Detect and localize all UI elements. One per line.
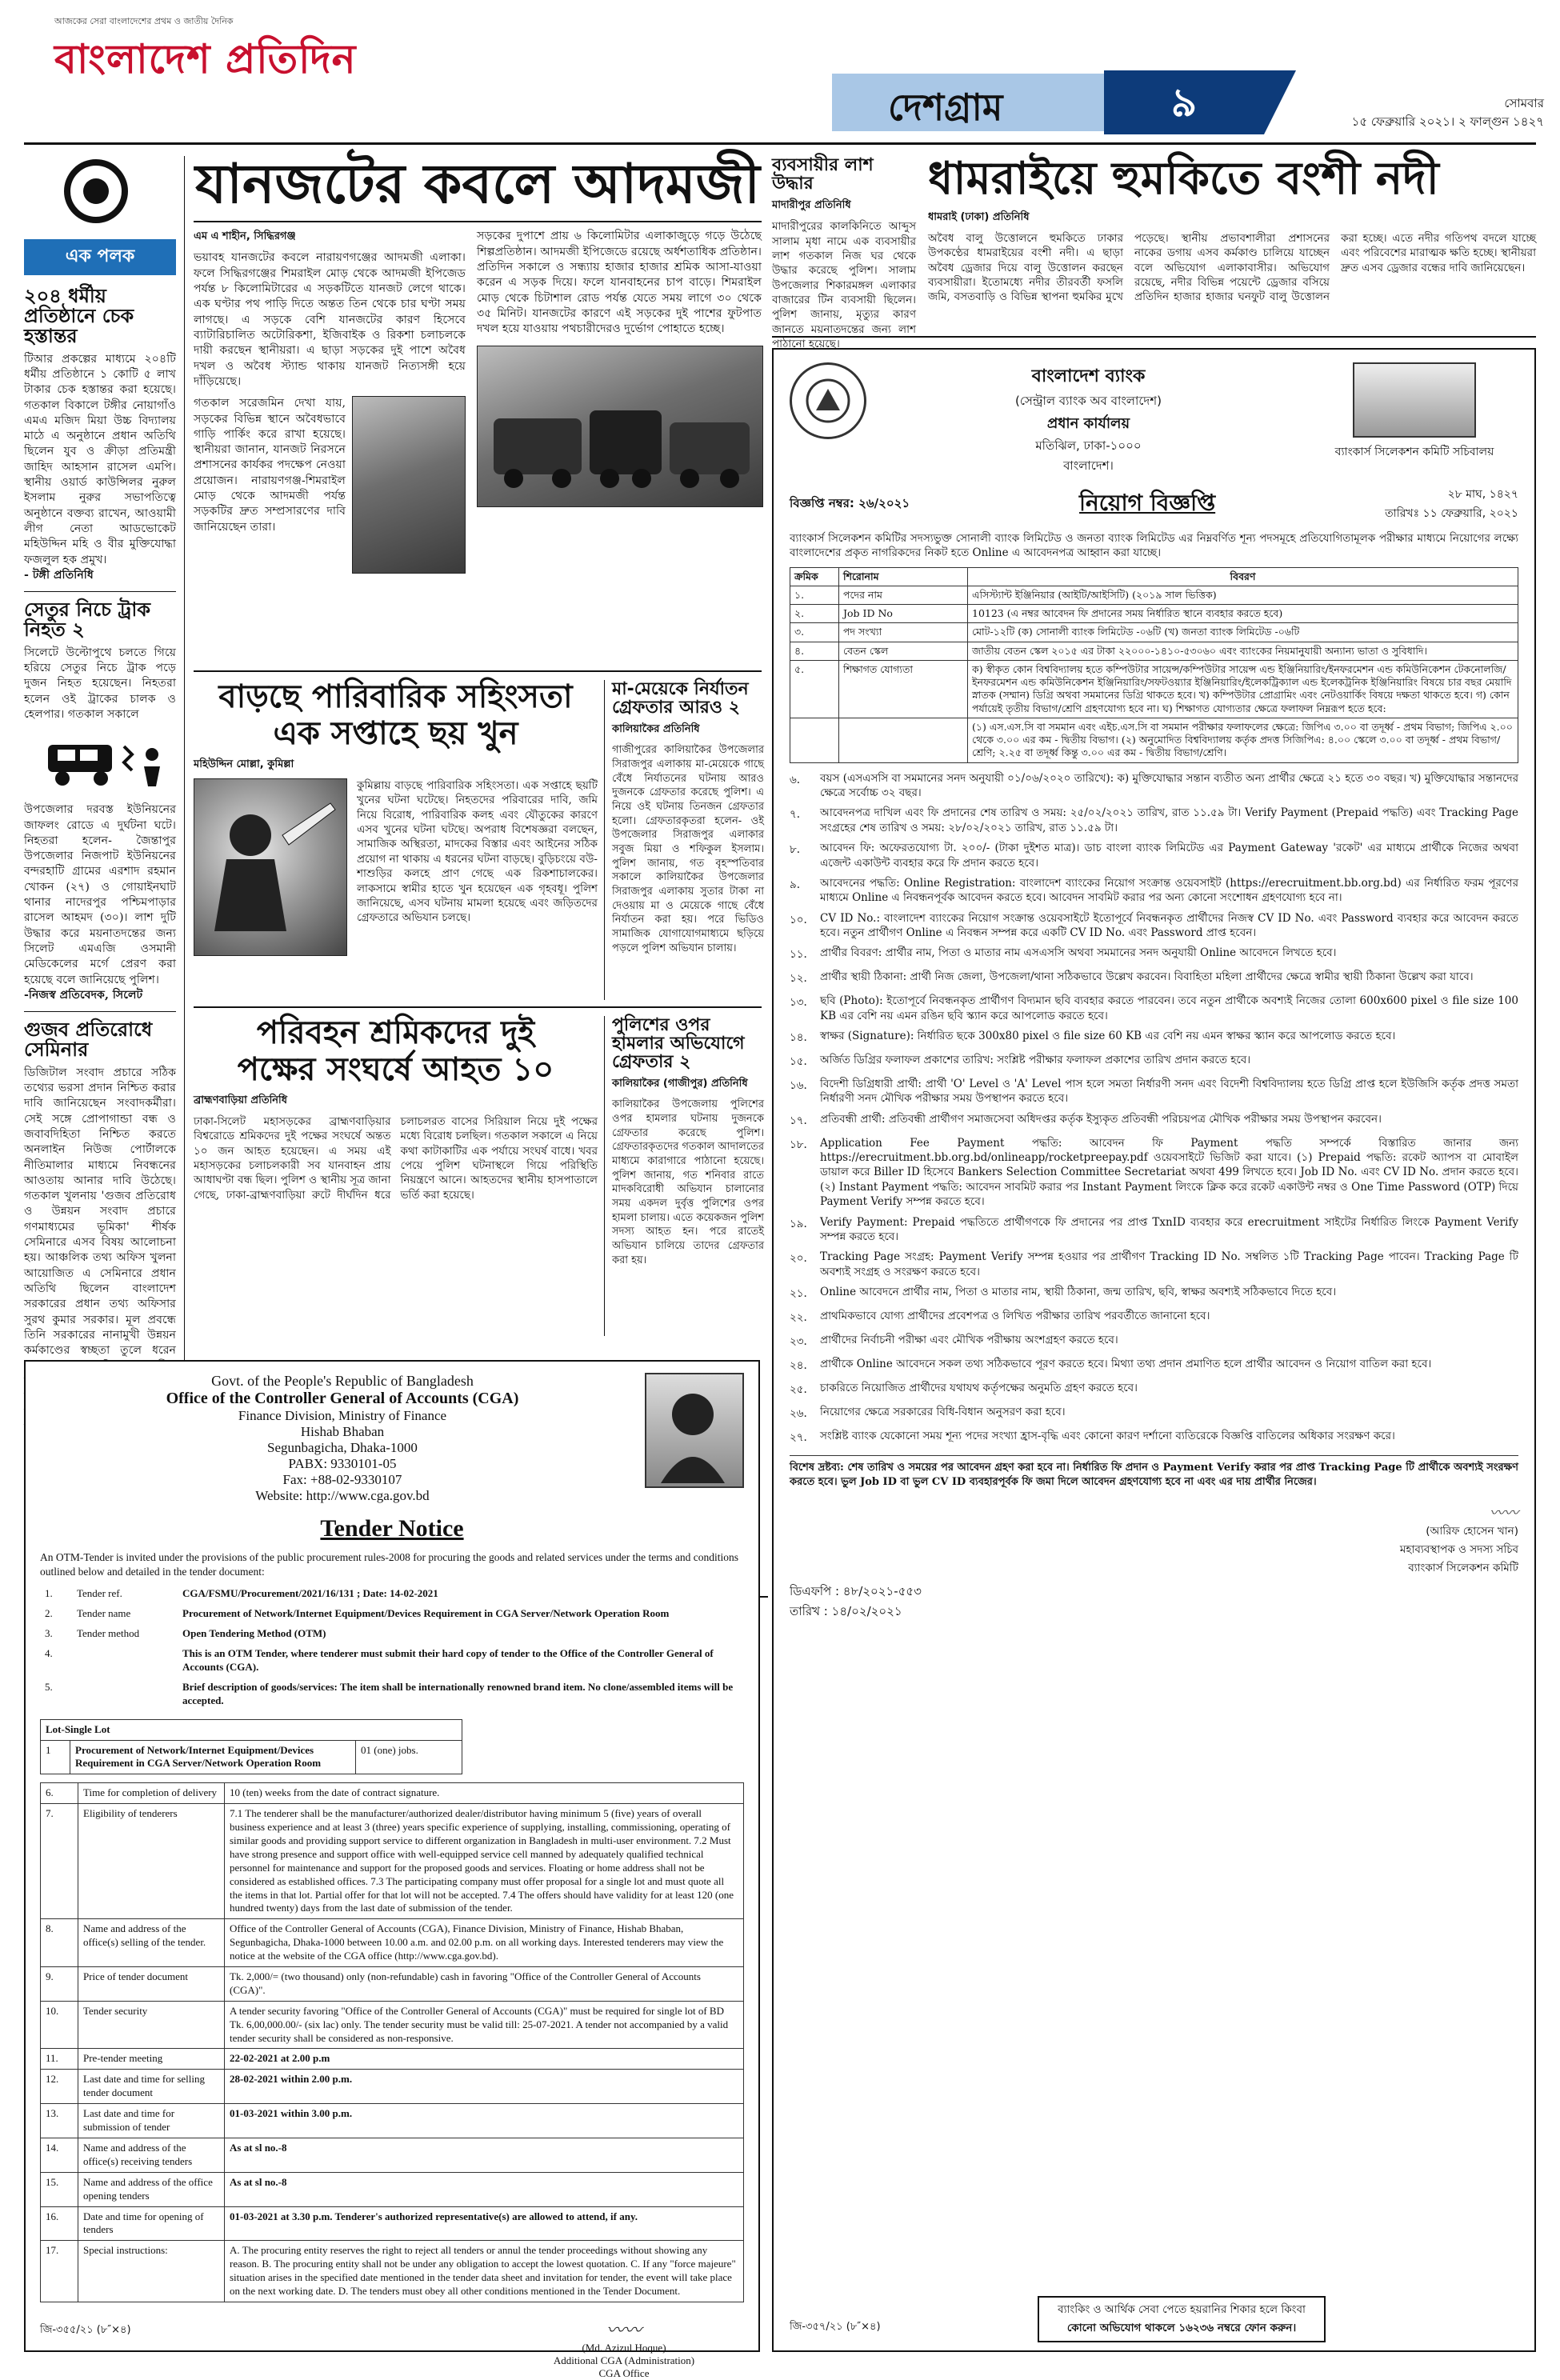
trader-byline: মাদারীপুর প্রতিনিধি xyxy=(772,199,851,212)
bank-row-no: ৫. xyxy=(790,660,839,718)
meta-no: 1. xyxy=(45,1587,53,1600)
lead-body-3: গতকাল সরেজমিন দেখা যায়, সড়কের বিভিন্ন স্থানে অবৈধভাবে গাড়ি পার্কিং করে রাখা হয়েছে। স্থানীয়রা জানান, যানজট নিরসনে প্রশাসনের কার্যকর পদক্ষেপ নেওয়া প্রয়োজন। নারায়ণগঞ্জ-শিমরাইল মোড় থেকে আদমজী পর্যন্ত সড়কটির দ্রুত সম্প্রসারণের দাবি জানিয়েছেন তারা। xyxy=(194,397,346,534)
bank-row-value: এসিস্ট্যান্ট ইঞ্জিনিয়ার (আইটি/আইসিটি) (২০১৯ সাল ভিত্তিক) xyxy=(968,586,1518,604)
instruction-no: ১৩. xyxy=(790,996,807,1010)
instruction-no: ১৯. xyxy=(790,1217,807,1230)
bank-table-row xyxy=(790,660,1518,718)
col-desc: বিবরণ xyxy=(968,567,1518,586)
instruction-no: ১৬. xyxy=(790,1079,807,1093)
bank-instruction-item xyxy=(790,1333,1518,1351)
clash-body: ঢাকা-সিলেট মহাসড়কের ব্রাহ্মণবাড়িয়ার বিশ্বরোডে শ্রমিকদের দুই পক্ষের সংঘর্ষে অন্তত ১০ জন আহত হয়েছেন। এ সময় এই মহাসড়কের চলাচলকারী সব যানবাহন প্রায় আধাঘণ্টা বন্ধ ছিল। পুলিশ ও স্থানীয় সূত্র জানা গেছে, ঢাকা-ব্রাহ্মণবাড়িয়া রুটে দীর্ঘদিন ধরে চলাচলরত বাসের সিরিয়াল নিয়ে দুই পক্ষের মধ্যে বিরোধ চলছিল। গতকাল সকালে এ নিয়ে কথা কাটাকাটির এক পর্যায়ে সংঘর্ষ বাধে। খবর পেয়ে পুলিশ ঘটনাস্থলে গিয়ে পরিস্থিতি নিয়ন্ত্রণে আনে। আহতদের স্থানীয় হাসপাতালে ভর্তি করা হয়েছে। xyxy=(194,1115,598,1202)
bank-notice xyxy=(772,348,1536,2352)
bank-row-value: 10123 (এ নম্বর আবেদন ফি প্রদানের সময় নির্ধারিত স্থানে ব্যবহার করতে হবে) xyxy=(968,605,1518,623)
tender-row xyxy=(41,2049,744,2070)
lot-quantity: 01 (one) jobs. xyxy=(356,1740,462,1774)
tender-row-value: 10 (ten) weeks from the date of contract signature. xyxy=(225,1783,744,1804)
instruction-text: নিয়োগের ক্ষেত্রে সরকারের বিধি-বিধান অনুসরণ করা হবে। xyxy=(820,1405,1066,1418)
issue-date: ১৫ ফেব্রুয়ারি ২০২১। ২ ফাল্গুন ১৪২৭ xyxy=(1351,114,1544,129)
instruction-no: ২১. xyxy=(790,1286,807,1300)
bank-row-label xyxy=(839,718,968,762)
paper-logo xyxy=(54,14,357,96)
mother-daughter-story xyxy=(612,680,764,1000)
bank-signer-title: মহাব্যবস্থাপক ও সদস্য সচিব xyxy=(1399,1543,1518,1557)
instruction-text: সংশ্লিষ্ট ব্যাংক যেকোনো সময় শূন্য পদের সংখ্যা হ্রাস-বৃদ্ধি এবং কোনো কারণ দর্শানো ব্যতিরেকে বিজ্ঞপ্তি বাতিলের অধিকার সংরক্ষণ করে। xyxy=(820,1429,1395,1442)
paper-name: বাংলাদেশ প্রতিদিন xyxy=(54,36,357,82)
tender-row-value: A tender security favoring "Office of the Controller General of Accounts (CGA)" must be required for single lot of BD Tk. 6,00,000.00/- (six lac) only. The tender security must be valid till: 25-07-2021. A tender not accompanied by a valid tender security shall be considered as non-responsive. xyxy=(225,2001,744,2049)
tender-row-value: 01-03-2021 at 3.30 p.m. Tenderer's authorized representative(s) are allowed to attend, if any. xyxy=(225,2206,744,2241)
tender-division: Finance Division, Ministry of Finance xyxy=(238,1408,447,1423)
divider xyxy=(24,591,176,592)
tender-row xyxy=(41,2001,744,2049)
meta-key: Tender name xyxy=(77,1607,131,1620)
tender-row xyxy=(41,2070,744,2104)
bank-title: নিয়োগ বিজ্ঞপ্তি xyxy=(1079,489,1216,516)
instruction-no: ১২. xyxy=(790,972,807,986)
bank-instruction-item xyxy=(790,1029,1518,1047)
bank-instruction-item xyxy=(790,1309,1518,1327)
tender-row-value: 28-02-2021 within 2.00 p.m. xyxy=(225,2070,744,2104)
bank-row-value: (১) এস.এস.সি বা সমমান এবং এইচ.এস.সি বা সমমান পরীক্ষার ফলাফলের ক্ষেত্রে: জিপিএ ৩.০০ বা তদূর্ধ্ব - প্রথম বিভাগ; জিপিএ ২.০০ থেকে ৩.০০ এর কম - দ্বিতীয় বিভাগ। (২) অনুমোদিত বিশ্ববিদ্যালয় কর্তৃক প্রদত্ত সিজিপিএ: ৪.০০ স্কেলে ৩.০০ বা তদূর্ধ্ব - প্রথম বিভাগ/শ্রেণি; ২.২৫ বা তদূর্ধ্ব কিন্তু ৩.০০ এর কম - দ্বিতীয় বিভাগ/শ্রেণি। xyxy=(968,718,1518,762)
brief-byline: -নিজস্ব প্রতিবেদক, সিলেট xyxy=(24,988,143,1002)
bank-dfp: ডিএফপি : ৪৮/২০২১-৫৫৩ xyxy=(790,1584,922,1599)
tender-row-label: Tender security xyxy=(78,2001,225,2049)
instruction-no: ২৫. xyxy=(790,1382,807,1396)
bank-footer-line-1: ব্যাংকিং ও আর্থিক সেবা পেতে হয়রানির শিকার হলে কিংবা xyxy=(1058,2303,1306,2316)
tender-row-label: Last date and time for submission of tender xyxy=(78,2104,225,2138)
bank-office: প্রধান কার্যালয় xyxy=(1046,415,1130,432)
tender-row xyxy=(41,1919,744,1967)
bank-instruction-item xyxy=(790,1250,1518,1279)
bank-row-label: শিক্ষাগত যোগ্যতা xyxy=(839,660,968,718)
eye-icon xyxy=(64,159,128,223)
tender-address: Segunbagicha, Dhaka-1000 xyxy=(267,1440,418,1455)
bank-date-label: তারিখঃ xyxy=(1385,507,1420,520)
column-rule xyxy=(604,1016,605,1336)
tender-row-no: 11. xyxy=(41,2049,78,2070)
instruction-no: ১০. xyxy=(790,913,807,926)
tender-row-label: Pre-tender meeting xyxy=(78,2049,225,2070)
brief-title: সেতুর নিচে ট্রাক নিহত ২ xyxy=(24,598,151,642)
instruction-no: ৬. xyxy=(790,773,801,786)
instruction-no: ৮. xyxy=(790,843,801,857)
meta-value: Open Tendering Method (OTM) xyxy=(182,1627,326,1640)
bank-org-en: (সেন্ট্রাল ব্যাংক অব বাংলাদেশ) xyxy=(1015,394,1162,408)
bank-instruction-item xyxy=(790,1285,1518,1303)
tender-row-no: 16. xyxy=(41,2206,78,2241)
tender-meta-row xyxy=(40,1584,744,1604)
instruction-text: প্রাথমিকভাবে যোগ্য প্রার্থীদের প্রবেশপত্র ও লিখিত পরীক্ষার তারিখ পরবর্তীতে জানানো হবে। xyxy=(820,1309,1210,1322)
weekday: সোমবার xyxy=(1504,96,1544,110)
bank-dfp-date: তারিখ : ১৪/০২/২০২১ xyxy=(790,1604,902,1619)
tender-row-value: Office of the Controller General of Accounts (CGA), Finance Division, Ministry of Finance, Hishab Bhaban, Segunbagicha, Dhaka-1000 between 10.00 a.m. and 02.00 p.m. on all working days. Interested tenderers may view the notice at the website of the CGA office (http://www.cga.gov.bd). xyxy=(225,1919,744,1967)
tender-intro: An OTM-Tender is invited under the provisions of the public procurement rules-2008 for procuring the goods and related services under the terms and conditions outlined below and detailed in the tender document: xyxy=(40,1551,738,1578)
instruction-text: প্রার্থীদের নির্বাচনী পরীক্ষা এবং মৌখিক পরীক্ষায় অংশগ্রহণ করতে হবে। xyxy=(820,1333,1118,1346)
tender-row-label: Eligibility of tenderers xyxy=(78,1804,225,1919)
instruction-no: ১১. xyxy=(790,948,807,962)
lot-no: 1 xyxy=(41,1740,70,1774)
police-attack-byline: কালিয়াকৈর (গাজীপুর) প্রতিনিধি xyxy=(612,1078,748,1090)
traffic-vehicles-icon xyxy=(478,346,762,506)
instruction-text: ছবি (Photo): ইতোপূর্বে নিবন্ধনকৃত প্রার্থীগণ বিদ্যমান ছবি ব্যবহার করতে পারবেন। তবে নতুন প্রার্থীকে অবশ্যই নিজের তোলা 600x600 pixel ও file size 100 KB এর বেশি নয় এমন রঙিন ছবি স্ক্যান করে আপলোড করতে হবে। xyxy=(820,994,1518,1022)
instruction-text: অর্জিত ডিগ্রির ফলাফল প্রকাশের তারিখ: সংশ্লিষ্ট পরীক্ষার ফলাফল প্রকাশের তারিখ প্রদান করতে হবে। xyxy=(820,1054,1251,1067)
signature-scribble: 〰〰 xyxy=(606,2320,642,2341)
violence-body: কুমিল্লায় বাড়ছে পারিবারিক সহিংসতা। এক সপ্তাহে ছয়টি খুনের ঘটনা ঘটেছে। নিহতদের পরিবারের দাবি, জমি নিয়ে বিরোধ, পারিবারিক কলহ এবং যৌতুকের কারণে এসব খুনের ঘটনা ঘটছে। অপরাধ বিশেষজ্ঞরা বলছেন, সামাজিক অস্থিরতা, মাদকের বিস্তার এবং আইনের সঠিক প্রয়োগ না থাকায় এ ধরনের ঘটনা বাড়ছে। বুড়িচংয়ে বউ-শাশুড়ির কলহে প্রাণ গেছে এক রিকশাচালকের। লাকসামে স্বামীর হাতে খুন হয়েছেন এক গৃহবধূ। পুলিশ জানিয়েছে, এসব ঘটনায় মামলা হয়েছে এবং জড়িতদের গ্রেফতারে অভিযান চলছে। xyxy=(357,779,598,925)
tender-gd-code: জি-৩৫৫/২১ (৮″×৪) xyxy=(40,2324,131,2336)
bank-org: বাংলাদেশ ব্যাংক xyxy=(1031,366,1146,386)
bank-row-value: ক) স্বীকৃত কোন বিশ্ববিদ্যালয় হতে কম্পিউটার সায়েন্স/কম্পিউটার সায়েন্স এন্ড ইঞ্জিনিয়ারিং/ইনফরমেশন এন্ড কমিউনিকেশন টেকনোলজি/ইনফরমেশন এন্ড কমিউনিকেশন ইঞ্জিনিয়ারিং/সফটওয়্যার ইঞ্জিনিয়ারিং/ইলেকট্রিক্যাল এন্ড ইলেকট্রনিক ইঞ্জিনিয়ারিং বিষয়ে চার বছর মেয়াদি স্নাতক (সম্মান) ডিগ্রি অথবা সমমানের ডিগ্রি থাকতে হবে। খ) কম্পিউটার প্রোগ্রামিং এবং নেটওয়ার্কিং বিষয়ে দক্ষতা থাকতে হবে। গ) কোন পর্যায়েই তৃতীয় বিভাগ/শ্রেণি গ্রহণযোগ্য হবে না। ঘ) শিক্ষাগত যোগ্যতার ক্ষেত্রে ফলাফল নিম্নরূপ হতে হবে: xyxy=(968,660,1518,718)
meta-no: 2. xyxy=(45,1607,53,1620)
tender-signer-title: Additional CGA (Administration) xyxy=(553,2354,695,2366)
tender-row xyxy=(41,2206,744,2241)
meta-no: 3. xyxy=(45,1627,53,1640)
brief-item-2 xyxy=(24,600,176,722)
bank-table-row xyxy=(790,642,1518,660)
brief-title: গুজব প্রতিরোধে সেমিনার xyxy=(24,1018,153,1062)
tender-row-value: 01-03-2021 within 3.00 p.m. xyxy=(225,2104,744,2138)
tender-row-label: Price of tender document xyxy=(78,1967,225,2002)
tender-signer-office: CGA Office xyxy=(598,2366,650,2379)
brief-body: ডিজিটাল সংবাদ প্রচারে সঠিক তথ্যের ভরসা প্রদান নিশ্চিত করার দাবি জানিয়েছেন সংবাদকর্মীরা। সেই সঙ্গে প্রোপাগান্ডা বন্ধ ও জবাবদিহিতা নিশ্চিত করতে অনলাইন নিউজ পোর্টালকে নীতিমালার মাধ্যমে নিবন্ধনের আওতায় আনার দাবি উঠেছে। গতকাল খুলনায় 'গুজব প্রতিরোধ ও উন্নয়ন সংবাদ প্রচারে গণমাধ্যমের ভূমিকা' শীর্ষক সেমিনারে এসব বিষয় আলোচনা হয়। আঞ্চলিক তথ্য অফিস খুলনা আয়োজিত এ সেমিনারে প্রধান অতিথি ছিলেন বাংলাদেশ সরকারের প্রধান তথ্য অফিসার সুরথ কুমার সরকার। মূল প্রবন্ধে তিনি সরকারের নানামুখী উন্নয়ন কর্মকাণ্ডের স্বচ্ছতা তুলে ধরেন xyxy=(24,1066,176,1358)
bank-row-no: ১. xyxy=(790,586,839,604)
tender-website: Website: http://www.cga.gov.bd xyxy=(255,1488,430,1503)
masthead xyxy=(0,0,1560,140)
instruction-text: প্রার্থীকে Online আবেদনে সকল তথ্য সঠিকভাবে পূরণ করতে হবে। মিথ্যা তথ্য প্রদান প্রমাণিত হলে প্রার্থীর আবেদন ও নিয়োগ বাতিল করা হবে। xyxy=(820,1357,1432,1370)
tender-row xyxy=(41,2241,744,2302)
tender-meta-row xyxy=(40,1678,744,1711)
tender-row-no: 6. xyxy=(41,1783,78,1804)
bank-intro: ব্যাংকার্স সিলেকশন কমিটির সদস্যভুক্ত সোনালী ব্যাংক লিমিটেড ও জনতা ব্যাংক লিমিটেড এর নিম্নবর্ণিত শূন্য পদসমূহে প্রতিযোগিতামূলক পরীক্ষার মাধ্যমে নিয়োগের লক্ষ্যে বাংলাদেশের প্রকৃত নাগরিকদের নিকট হতে Online এ আবেদনপত্র আহ্বান করা যাচ্ছে। xyxy=(790,532,1518,560)
lead-photo-inset xyxy=(352,396,466,574)
bank-table-row xyxy=(790,586,1518,604)
bank-table-row xyxy=(790,605,1518,623)
bank-special-note: বিশেষ দ্রষ্টব্য: শেষ তারিখ ও সময়ের পর আবেদন গ্রহণ করা হবে না। নির্ধারিত ফি প্রদান ও Payment Verify করার পর প্রাপ্ত Tracking Page টি প্রার্থীকে অবশ্যই সংরক্ষণ করতে হবে। ভুল Job ID বা ভুল CV ID ব্যবহারপূর্বক ফি জমা দিলে আবেদন গ্রহণযোগ্য হবে না এবং এর দায় প্রার্থীর নিজের। xyxy=(790,1455,1518,1489)
mujib-logo xyxy=(1353,362,1476,438)
instruction-no: ১৭. xyxy=(790,1114,807,1127)
bank-address: মতিঝিল, ঢাকা-১০০০ xyxy=(1035,438,1142,453)
tender-row-value: As at sl no.-8 xyxy=(225,2138,744,2172)
story-rule xyxy=(772,336,1536,338)
meta-no: 5. xyxy=(45,1680,53,1693)
violence-headline-1: বাড়ছে পারিবারিক সহিংসতা xyxy=(218,678,573,715)
tender-row-no: 12. xyxy=(41,2070,78,2104)
tender-row-value: As at sl no.-8 xyxy=(225,2172,744,2206)
brief-body: উপজেলার দরবস্ত ইউনিয়নের জাফলং রোডে এ দুর্ঘটনা ঘটে। নিহতরা হলেন- জৈন্তাপুর উপজেলার নিজপাট ইউনিয়নের বন্দরহাটি গ্রামের এরশাদ রহমান খোকন (২৭) ও গোয়াইনঘাট থানার নাদেরপুর পশ্চিমপাড়ার রাসেল আহমদ (৩০)। লাশ দুটি উদ্ধার করে ময়নাতদন্তের জন্য সিলেট এমএজি ওসমানী মেডিকেলের মর্গে প্রেরণ করা হয়েছে বলে জানিয়েছে পুলিশ। xyxy=(24,803,176,986)
tender-signer-name: (Md. Azizul Hoque) xyxy=(582,2341,666,2354)
bank-instruction-item xyxy=(790,1405,1518,1423)
mother-daughter-body: গাজীপুরের কালিয়াকৈর উপজেলার সিরাজপুর এলাকায় মা-মেয়েকে গাছে বেঁধে নির্যাতনের ঘটনায় আরও দুজনকে গ্রেফতার করেছে পুলিশ। এ নিয়ে ওই ঘটনায় তিনজন গ্রেফতার হলো। গ্রেফতারকৃতরা হলেন- ওই উপজেলার সিরাজপুর এলাকার সবুজ মিয়া ও শফিকুল ইসলাম। পুলিশ জানায়, গত বৃহস্পতিবার সকালে কালিয়াকৈর উপজেলার সিরাজপুর এলাকায় সুতার টাকা না দেওয়ায় মা ও মেয়েকে গাছে বেঁধে নির্যাতন করা হয়। পরে ভিডিও সামাজিক যোগাযোগমাধ্যমে ছড়িয়ে পড়লে পুলিশ অভিযান চালায়। xyxy=(612,744,764,954)
tender-row xyxy=(41,2138,744,2172)
col-head: শিরোনাম xyxy=(839,567,968,586)
bank-signer-name: (আরিফ হোসেন খান) xyxy=(1426,1525,1518,1538)
clash-story xyxy=(194,1016,598,1336)
police-attack-headline: পুলিশের ওপর হামলার অভিযোগে গ্রেফতার ২ xyxy=(612,1015,745,1073)
bank-instruction-item xyxy=(790,994,1518,1023)
instruction-text: বিদেশী ডিগ্রিধারী প্রার্থী: প্রার্থী 'O' Level ও 'A' Level পাস হলে সমতা নির্ধারণী সনদ এবং বিদেশী বিশ্ববিদ্যালয় হতে ডিগ্রি প্রাপ্ত হলে ইউজিসি কর্তৃক প্রদত্ত সমতা নির্ধারণী সনদ মৌখিক পরীক্ষার সময় উপস্থাপন করতে হবে। xyxy=(820,1078,1518,1106)
portrait-icon xyxy=(646,1374,739,1483)
bongshi-byline: ধামরাই (ঢাকা) প্রতিনিধি xyxy=(928,210,1030,223)
tender-row-value: Tk. 2,000/= (two thousand) only (non-refundable) cash in favoring "Office of the Controller General of Accounts (CGA)". xyxy=(225,1967,744,2002)
tender-row xyxy=(41,1967,744,2002)
brief-body: সিলেটে উল্টোপুথে চলতে গিয়ে হরিয়ে সেতুর নিচে ট্রাক পড়ে দুজন নিহত হয়েছেন। নিহতরা হলেন ওই ট্রাকের চালক ও হেলপার। গতকাল সকালে xyxy=(24,646,176,721)
bank-instruction-item xyxy=(790,771,1518,801)
lead-body-2: সড়কের দুপাশে প্রায় ৬ কিলোমিটার এলাকাজুড়ে গড়ে উঠেছে শিল্পপ্রতিষ্ঠান। আদমজী ইপিজেডে রয়েছে অর্ধশতাধিক প্রতিষ্ঠান। প্রতিদিন সকালে ও সন্ধ্যায় হাজার হাজার শ্রমিক আসা-যাওয়া করেন এ সড়ক দিয়ে। ফলে যানবাহনের চাপ বাড়ে। শিমরাইল মোড় থেকে চিটাশাল রোড পর্যন্ত যেতে সময় লাগে ৩০ থেকে ৩৫ মিনিট। যানজটের কারণে এই সড়কের দুই পাশের ফুটপাত দখল হয়ে যাওয়ায় পথচারীদেরও দুর্ভোগ পোহাতে হচ্ছে। xyxy=(477,230,762,336)
knife-icon xyxy=(194,779,346,955)
instruction-no: ২৬. xyxy=(790,1406,807,1420)
tender-meta-row xyxy=(40,1604,744,1624)
bank-instruction-item xyxy=(790,876,1518,906)
section-bar-tail xyxy=(1040,74,1088,131)
tender-row-no: 7. xyxy=(41,1804,78,1919)
portrait-logo xyxy=(645,1373,744,1488)
violence-byline: মহিউদ্দিন মোল্লা, কুমিল্লা xyxy=(194,758,294,770)
instruction-no: ৭. xyxy=(790,808,801,822)
bank-instruction-item xyxy=(790,1136,1518,1210)
trader-headline: ব্যবসায়ীর লাশ উদ্ধার xyxy=(772,155,874,194)
bank-gd-code: জি-৩৫৭/২১ (৮″×৪) xyxy=(790,2321,881,2333)
tender-bhaban: Hishab Bhaban xyxy=(300,1424,385,1439)
dateline xyxy=(1312,94,1544,130)
story-rule xyxy=(194,670,762,672)
instruction-no: ২৪. xyxy=(790,1358,807,1372)
bank-job-table xyxy=(790,567,1518,763)
bank-instructions xyxy=(790,771,1518,1447)
tender-meta-table xyxy=(40,1584,744,1710)
bongshi-story xyxy=(928,153,1536,328)
lead-headline: যানজটের কবলে আদমজী xyxy=(195,153,760,216)
brief-body: টিআর প্রকল্পের মাধ্যমে ২০৪টি ধর্মীয় প্রতিষ্ঠানে ১ কোটি ৫ লাখ টাকার চেক হস্তান্তর করা হয়েছে। গতকাল বিকালে টঙ্গীর নোয়াগাঁও এমএ মজিদ মিয়া উচ্চ বিদ্যালয় মাঠে এ অনুষ্ঠানে প্রধান অতিথি ছিলেন যুব ও ক্রীড়া প্রতিমন্ত্রী জাহিদ আহসান রাসেল এমপি। স্থানীয় ওয়ার্ড কাউন্সিলর নুরুল ইসলাম নুরুর সভাপতিত্বে অনুষ্ঠানে বক্তব্য রাখেন, আওয়ামী লীগ নেতা আডভোকেট মহিউদ্দিন মহি ও বীর মুক্তিযোদ্ধা ফজলুল হক প্রমুখ। xyxy=(24,352,176,566)
meta-key xyxy=(72,1644,178,1678)
police-attack-body: কালিয়াকৈর উপজেলায় পুলিশের ওপর হামলার ঘটনায় দুজনকে গ্রেফতার করেছে পুলিশ। গ্রেফতারকৃতদের গতকাল আদালতের মাধ্যমে কারাগারে পাঠানো হয়েছে। পুলিশ জানায়, গত শনিবার রাতে মাদকবিরোধী অভিযান চালানোর সময় একদল দুর্বৃত্ত পুলিশের ওপর হামলা চালায়। এতে কয়েকজন পুলিশ সদস্য আহত হন। পরে রাতেই অভিযান চালিয়ে তাদের গ্রেফতার করা হয়। xyxy=(612,1098,764,1266)
brief-item-3 xyxy=(24,802,176,1003)
bank-signature-block xyxy=(790,1502,1518,1578)
tender-row-value: A. The procuring entity reserves the right to reject all tenders or annul the tender proceedings without showing any reason. B. The procuring entity shall not be under any obligation to accept the lowest quotation. C. If any "force majeure" situation arises in the specified date mentioned in the tender data sheet and invitation for tender, the event will take place on the next working date. D. The tenders must obey all other conditions mentioned in the Tender Document. xyxy=(225,2241,744,2302)
tender-row-no: 17. xyxy=(41,2241,78,2302)
bank-instruction-item xyxy=(790,1381,1518,1399)
instruction-no: ১৫. xyxy=(790,1055,807,1069)
meta-value: Procurement of Network/Internet Equipment/Devices Requirement in CGA Server/Network Operation Room xyxy=(182,1607,670,1620)
tender-row-label: Time for completion of delivery xyxy=(78,1783,225,1804)
instruction-text: আবেদনের পদ্ধতি: Online Registration: বাংলাদেশ ব্যাংকের নিয়োগ সংক্রান্ত ওয়েবসাইট (https://erecruitment.bb.org.bd) এর নির্ধারিত ফরম পূরণের মাধ্যমে Online এ নিবন্ধনপূর্বক আবেদন করতে হবে। আবেদন সাবমিট করার পর অন্য কোনো সংশোধন গ্রহণযোগ্য হবে না। xyxy=(820,876,1518,905)
clash-headline-2: পক্ষের সংঘর্ষে আহত ১০ xyxy=(237,1051,554,1088)
bank-country: বাংলাদেশ। xyxy=(1063,458,1114,473)
meta-value: Brief description of goods/services: The item shall be internationally renowned brand item. No clone/assembled items will be accepted. xyxy=(182,1680,734,1706)
bank-secretariat: ব্যাংকার্স সিলেকশন কমিটি সচিবালয় xyxy=(1334,446,1494,458)
bank-instruction-item xyxy=(790,1077,1518,1106)
instruction-text: আবেদনপত্র দাখিল এবং ফি প্রদানের শেষ তারিখ ও সময়: ২৫/০২/২০২১ তারিখ, রাত ১১.৫৯ টা। Verify Payment (Prepaid পদ্ধতি) এবং Tracking Page সংগ্রহের শেষ তারিখ ও সময়: ২৮/০২/২০২১ তারিখ, রাত ১১.৫৯ টা। xyxy=(820,806,1518,834)
section-label: দেশগ্রাম xyxy=(888,86,1003,129)
tender-gov-line: Govt. of the People's Republic of Bangladesh xyxy=(211,1373,474,1389)
bank-instruction-item xyxy=(790,1357,1518,1375)
page-number-tail xyxy=(1264,70,1296,134)
instruction-no: ১৪. xyxy=(790,1031,807,1045)
tender-row-no: 10. xyxy=(41,2001,78,2049)
bongshi-headline: ধামরাইয়ে হুমকিতে বংশী নদী xyxy=(928,153,1439,205)
divider xyxy=(24,1011,176,1012)
masthead-rule xyxy=(24,142,1536,145)
ek-palok-badge: এক পলক xyxy=(24,239,176,275)
tender-pabx: PABX: 9330101-05 xyxy=(288,1456,397,1471)
lead-body-1: ভয়াবহ যানজটের কবলে নারায়ণগঞ্জের আদমজী এলাকা। ফলে সিদ্ধিরগঞ্জের শিমরাইল মোড় থেকে আদমজী ইপিজেড পর্যন্ত ৮ কিলোমিটারের এ সড়কটিতে যানজট লেগে থাকে। এক ঘণ্টার পথ পাড়ি দিতে অন্তত তিন থেকে চার ঘণ্টা সময় লাগছে। এ সড়কে বেশি যানজটের কারণ হিসেবে ব্যাটারিচালিত অটোরিকশা, ইজিবাইক ও রিকশা চলাচলকে দায়ী করছেন স্থানীয়রা। এ ছাড়া সড়কের দুই পাশে অবৈধ দখল ও অবৈধ স্ট্যান্ড থাকায় যানজট নিত্যসঙ্গী হয়ে দাঁড়িয়েছে। xyxy=(194,251,466,388)
tender-row xyxy=(41,1783,744,1804)
bank-row-no: ৩. xyxy=(790,623,839,642)
meta-key: Tender method xyxy=(77,1627,140,1640)
instruction-no: ২৩. xyxy=(790,1334,807,1348)
brief-item-1 xyxy=(24,286,176,583)
bank-row-no: ২. xyxy=(790,605,839,623)
lead-story xyxy=(194,153,762,664)
instruction-text: Verify Payment: Prepaid পদ্ধতিতে প্রার্থীগণকে ফি প্রদানের পর প্রাপ্ত TxnID ব্যবহার করে erecruitment সাইটের নির্ধারিত লিংকে Payment Verify সম্পন্ন করতে হবে। xyxy=(820,1215,1518,1243)
instruction-no: ২০. xyxy=(790,1252,807,1266)
bank-date-bn: ২৮ মাঘ, ১৪২৭ xyxy=(1447,488,1518,501)
meta-no: 4. xyxy=(45,1647,53,1660)
tender-row xyxy=(41,2172,744,2206)
mother-daughter-headline: মা-মেয়েকে নির্যাতন গ্রেফতার আরও ২ xyxy=(612,679,749,718)
bank-instruction-item xyxy=(790,1429,1518,1447)
tender-row-value: 22-02-2021 at 2.00 p.m xyxy=(225,2049,744,2070)
lead-byline: এম এ শাহীন, সিদ্ধিরগঞ্জ xyxy=(194,230,296,243)
tender-row-label: Name and address of the office opening tenders xyxy=(78,2172,225,2206)
tender-row-label: Name and address of the office(s) receiving tenders xyxy=(78,2138,225,2172)
lot-table xyxy=(40,1719,462,1775)
bank-table-row xyxy=(790,718,1518,762)
meta-value: CGA/FSMU/Procurement/2021/16/131 ; Date: 14-02-2021 xyxy=(182,1587,438,1600)
lot-description: Procurement of Network/Internet Equipment/Devices Requirement in CGA Server/Network Operation Room xyxy=(70,1740,356,1774)
accident-illustration xyxy=(24,730,176,794)
bank-instruction-item xyxy=(790,1112,1518,1130)
instruction-text: Application Fee Payment পদ্ধতি: আবেদন ফি Payment পদ্ধতি সম্পর্কে বিস্তারিত জানার জন্য https://erecruitment.bb.org.bd/onlineapp/rocketpreepay.pdf ওয়েবসাইটে ভিজিট করা যাবে। (১) Prepaid পদ্ধতি: রকেট অ্যাপস বা মোবাইল ডায়াল করে Biller ID হিসেবে Bankers Selection Committee Secretariat অথবা 499 লিখতে হবে। Job ID No. এবং CV ID No. প্রদান করতে হবে। (২) Instant Payment পদ্ধতি: আবেদন সাবমিট করার পর Instant Payment লিংকে ক্লিক করে রকেট একাউন্ট নম্বর ও One Time Password (OTP) দিয়ে Payment Verify সম্পন্ন করতে হবে। xyxy=(820,1136,1518,1209)
instruction-no: ৯. xyxy=(790,878,801,891)
bank-row-label: পদ সংখ্যা xyxy=(839,623,968,642)
tender-row-no: 13. xyxy=(41,2104,78,2138)
tender-row-no: 9. xyxy=(41,1967,78,2002)
instruction-text: বয়স (এসএসসি বা সমমানের সনদ অনুযায়ী ০১/০৬/২০২০ তারিখে): ক) মুক্তিযোদ্ধার সন্তান ব্যতীত অন্য প্রার্থীর ক্ষেত্রে ২১ হতে ৩০ বছর। খ) মুক্তিযোদ্ধার সন্তানদের ক্ষেত্রে সর্বোচ্চ ৩২ বছর। xyxy=(820,771,1518,800)
instruction-text: Tracking Page সংগ্রহ: Payment Verify সম্পন্ন হওয়ার পর প্রার্থীগণ Tracking ID No. সম্বলিত ১টি Tracking Page পাবেন। Tracking Page টি অবশ্যই সংগ্রহ ও সংরক্ষণ করতে হবে। xyxy=(820,1250,1518,1278)
tender-office: Office of the Controller General of Accounts (CGA) xyxy=(166,1390,519,1407)
mother-daughter-byline: কালিয়াকৈর প্রতিনিধি xyxy=(612,723,700,736)
bank-seal-icon xyxy=(804,377,852,425)
clash-byline: ব্রাহ্মণবাড়িয়া প্রতিনিধি xyxy=(194,1094,288,1106)
bank-instruction-item xyxy=(790,911,1518,941)
tender-meta-row xyxy=(40,1644,744,1678)
overturned-car-icon xyxy=(24,730,176,794)
tender-data-table xyxy=(40,1782,744,2302)
meta-key: Tender ref. xyxy=(77,1587,122,1600)
bank-signature-scribble: 〰〰 xyxy=(1490,1505,1518,1522)
bank-row-value: মোট-১২টি (ক) সোনালী ব্যাংক লিমিটেড -০৬টি (খ) জনতা ব্যাংক লিমিটেড -০৬টি xyxy=(968,623,1518,642)
bank-instruction-item xyxy=(790,946,1518,964)
page-number: ৯ xyxy=(1104,70,1264,134)
tender-row xyxy=(41,2104,744,2138)
tender-row-no: 8. xyxy=(41,1919,78,1967)
bank-dfp-block xyxy=(790,1582,1518,1622)
bank-seal xyxy=(790,362,866,439)
tender-row-label: Name and address of the office(s) selling of the tender. xyxy=(78,1919,225,1967)
bank-row-label: বেতন স্কেল xyxy=(839,642,968,660)
instruction-text: চাকরিতে নিয়োজিত প্রার্থীদের যথাযথ কর্তৃপক্ষের অনুমতি গ্রহণ করতে হবে। xyxy=(820,1381,1138,1394)
violence-headline-2: এক সপ্তাহে ছয় খুন xyxy=(273,715,518,752)
brief-title: ২০৪ ধর্মীয় প্রতিষ্ঠানে চেক হস্তান্তর xyxy=(24,285,134,348)
lot-header: Lot-Single Lot xyxy=(41,1719,462,1740)
tender-row-label: Last date and time for selling tender document xyxy=(78,2070,225,2104)
instruction-no: ২৭. xyxy=(790,1430,807,1444)
bank-row-no: ৪. xyxy=(790,642,839,660)
bank-instruction-item xyxy=(790,970,1518,988)
trader-body-story xyxy=(772,155,916,351)
tender-row xyxy=(41,1804,744,1919)
tender-row-label: Special instructions: xyxy=(78,2241,225,2302)
tender-row-no: 15. xyxy=(41,2172,78,2206)
logo-tagline: আজকের সেরা বাংলাদেশের প্রথম ও জাতীয় দৈনিক xyxy=(54,16,234,26)
story-rule xyxy=(194,1006,762,1008)
tender-signature-block xyxy=(504,2317,744,2380)
tender-row-label: Date and time for opening of tenders xyxy=(78,2206,225,2241)
col-sl: ক্রমিক xyxy=(790,567,839,586)
violence-story xyxy=(194,680,598,1000)
bank-complaint-box xyxy=(1038,2296,1326,2342)
tender-title: Tender Notice xyxy=(320,1515,464,1542)
instruction-text: CV ID No.: বাংলাদেশ ব্যাংকের নিয়োগ সংক্রান্ত ওয়েবসাইটে ইতোপূর্বে নিবন্ধনকৃত প্রার্থীদের নিজস্ব CV ID No. এবং Password ব্যবহার করে আবেদন করতে হবে। নতুন প্রার্থীগণ Online এ নিবন্ধন সম্পন্ন করে একটি CV ID No. এবং Password প্রাপ্ত হবেন। xyxy=(820,911,1518,939)
bank-table-row xyxy=(790,623,1518,642)
clash-headline-1: পরিবহন শ্রমিকদের দুই xyxy=(256,1014,535,1051)
instruction-text: প্রার্থীর স্থায়ী ঠিকানা: প্রার্থী নিজ জেলা, উপজেলা/থানা সঠিকভাবে উল্লেখ করবেন। বিবাহিতা মহিলা প্রার্থীদের ক্ষেত্রে স্বামীর স্থায়ী ঠিকানা উল্লেখ করা যাবে। xyxy=(820,970,1474,984)
bongshi-body: অবৈধ বালু উত্তোলনে হুমকিতে ঢাকার উপকণ্ঠের ধামরাইয়ের বংশী নদী। এ ছাড়া অবৈধ ড্রেজার দিয়ে বালু উত্তোলন করছেন ব্যবসায়ীরা। ইতোমধ্যে নদীর তীরবর্তী ফসলি জমি, বসতবাড়ি ও বিভিন্ন স্থাপনা হুমকির মুখে পড়েছে। স্থানীয় প্রভাবশালীরা প্রশাসনের নাকের ডগায় এসব কর্মকাণ্ড চালিয়ে যাচ্ছেন বলে অভিযোগ এলাকাবাসীর। অভিযোগ রয়েছে, নদীর বিভিন্ন পয়েন্টে ড্রেজার বসিয়ে প্রতিদিন হাজার হাজার ঘনফুট বালু উত্তোলন করা হচ্ছে। এতে নদীর গতিপথ বদলে যাচ্ছে এবং পরিবেশের মারাত্মক ক্ষতি হচ্ছে। স্থানীয়রা দ্রুত এসব ড্রেজার বন্ধের দাবি জানিয়েছেন। xyxy=(928,231,1536,304)
traffic-jam-photo xyxy=(477,346,763,507)
bank-row-no xyxy=(790,718,839,762)
bank-instruction-item xyxy=(790,841,1518,870)
column-rule xyxy=(604,680,605,1000)
instruction-text: Online আবেদনে প্রার্থীর নাম, পিতা ও মাতার নাম, স্থায়ী ঠিকানা, জন্ম তারিখ, ছবি, স্বাক্ষর অবশ্যই সঠিকভাবে দিতে হবে। xyxy=(820,1285,1337,1298)
trader-body: মাদারীপুরের কালকিনিতে আব্দুস সালাম মৃধা নামে এক ব্যবসায়ীর লাশ গতকাল নিজ ঘর থেকে উদ্ধার করেছে পুলিশ। সালাম উপজেলার শিকারমঙ্গল এলাকার বাজারের টিন ব্যবসায়ী ছিলেন। পুলিশ জানায়, মৃত্যুর কারণ জানতে ময়নাতদন্তের জন্য লাশ পাঠানো হয়েছে। xyxy=(772,220,916,351)
headline-rule xyxy=(194,221,762,222)
instruction-text: আবেদন ফি: অফেরতযোগ্য টা. ২০০/- (টাকা দুইশত মাত্র)। ডাচ বাংলা ব্যাংক লিমিটেড এর Payment Gateway 'রকেট' এর মাধ্যমে প্রার্থীকে নিজের অথবা এজেন্ট একাউন্ট ব্যবহার করে ফি প্রদান করতে হবে। xyxy=(820,842,1518,870)
instruction-text: স্বাক্ষর (Signature): নির্ধারিত ছকে 300x80 pixel ও file size 60 KB এর বেশি নয় এমন স্বাক্ষর স্ক্যান করে আপলোড করতে হবে। xyxy=(820,1030,1396,1043)
tender-fax: Fax: +88-02-9330107 xyxy=(282,1472,402,1487)
brief-byline: - টঙ্গী প্রতিনিধি xyxy=(24,568,94,582)
meta-key xyxy=(72,1678,178,1711)
tender-meta-row xyxy=(40,1624,744,1644)
bank-notice-no: বিজ্ঞপ্তি নম্বর: ২৬/২০২১ xyxy=(790,495,910,510)
instruction-text: প্রার্থীর বিবরণ: প্রার্থীর নাম, পিতা ও মাতার নাম এসএসসি অথবা সমমানের সনদ অনুযায়ী Online আবেদনে লিখতে হবে। xyxy=(820,946,1337,960)
police-attack-story xyxy=(612,1016,764,1336)
bank-signer-office: ব্যাংকার্স সিলেকশন কমিটি xyxy=(1408,1562,1518,1575)
knife-illustration xyxy=(194,778,347,956)
tender-row-no: 14. xyxy=(41,2138,78,2172)
tender-notice xyxy=(24,1360,760,2379)
bank-instruction-item xyxy=(790,806,1518,835)
meta-value: This is an OTM Tender, where tenderer must submit their hard copy of tender to the Office of the Controller General of Accounts (CGA). xyxy=(182,1647,714,1673)
instruction-no: ২২. xyxy=(790,1310,807,1324)
instruction-text: প্রতিবন্ধী প্রার্থী: প্রতিবন্ধী প্রার্থীগণ সমাজসেবা অধিদপ্তর কর্তৃক ইস্যুকৃত প্রতিবন্ধী পরিচয়পত্র মৌখিক পরীক্ষার সময় উপস্থাপন করবেন। xyxy=(820,1112,1382,1126)
bank-instruction-item xyxy=(790,1215,1518,1245)
bank-row-label: পদের নাম xyxy=(839,586,968,604)
bank-row-label: Job ID No xyxy=(839,605,968,623)
bank-row-value: জাতীয় বেতন স্কেল ২০১৫ এর টাকা ২২০০০-১৪১০-৫৩০৬০ এবং ব্যাংকের নিয়মানুযায়ী অন্যান্য ভাতা ও সুবিধাদি। xyxy=(968,642,1518,660)
bank-date-en: ১১ ফেব্রুয়ারি, ২০২১ xyxy=(1422,507,1518,520)
instruction-no: ১৮. xyxy=(790,1138,807,1151)
bank-footer-line-2: কোনো অভিযোগ থাকলে ১৬২৩৬ নম্বরে ফোন করুন। xyxy=(1066,2322,1297,2334)
tender-row-value: 7.1 The tenderer shall be the manufacturer/authorized dealer/distributor having minimum 5 (five) years of overall business experience and at least 3 (three) years specific experience of supplying, installing, commissioning, operating of similar goods and providing support service to different organization in Bangladesh in multi-user environment. 7.2 Must have strong presence and support office with well-equipped service cell manned by adequately qualified technical personnel for maintenance and support for the proposed goods and services. Floating or home address shall not be considered as established offices. 7.3 The participating company must offer proposal for a single lot and must quote all the items in that lot. Partial offer for that lot will not be accepted. 7.4 The offers should have validity for at least 120 (one hundred twenty) days from the last date of submission of the tender. xyxy=(225,1804,744,1919)
bank-instruction-item xyxy=(790,1053,1518,1071)
